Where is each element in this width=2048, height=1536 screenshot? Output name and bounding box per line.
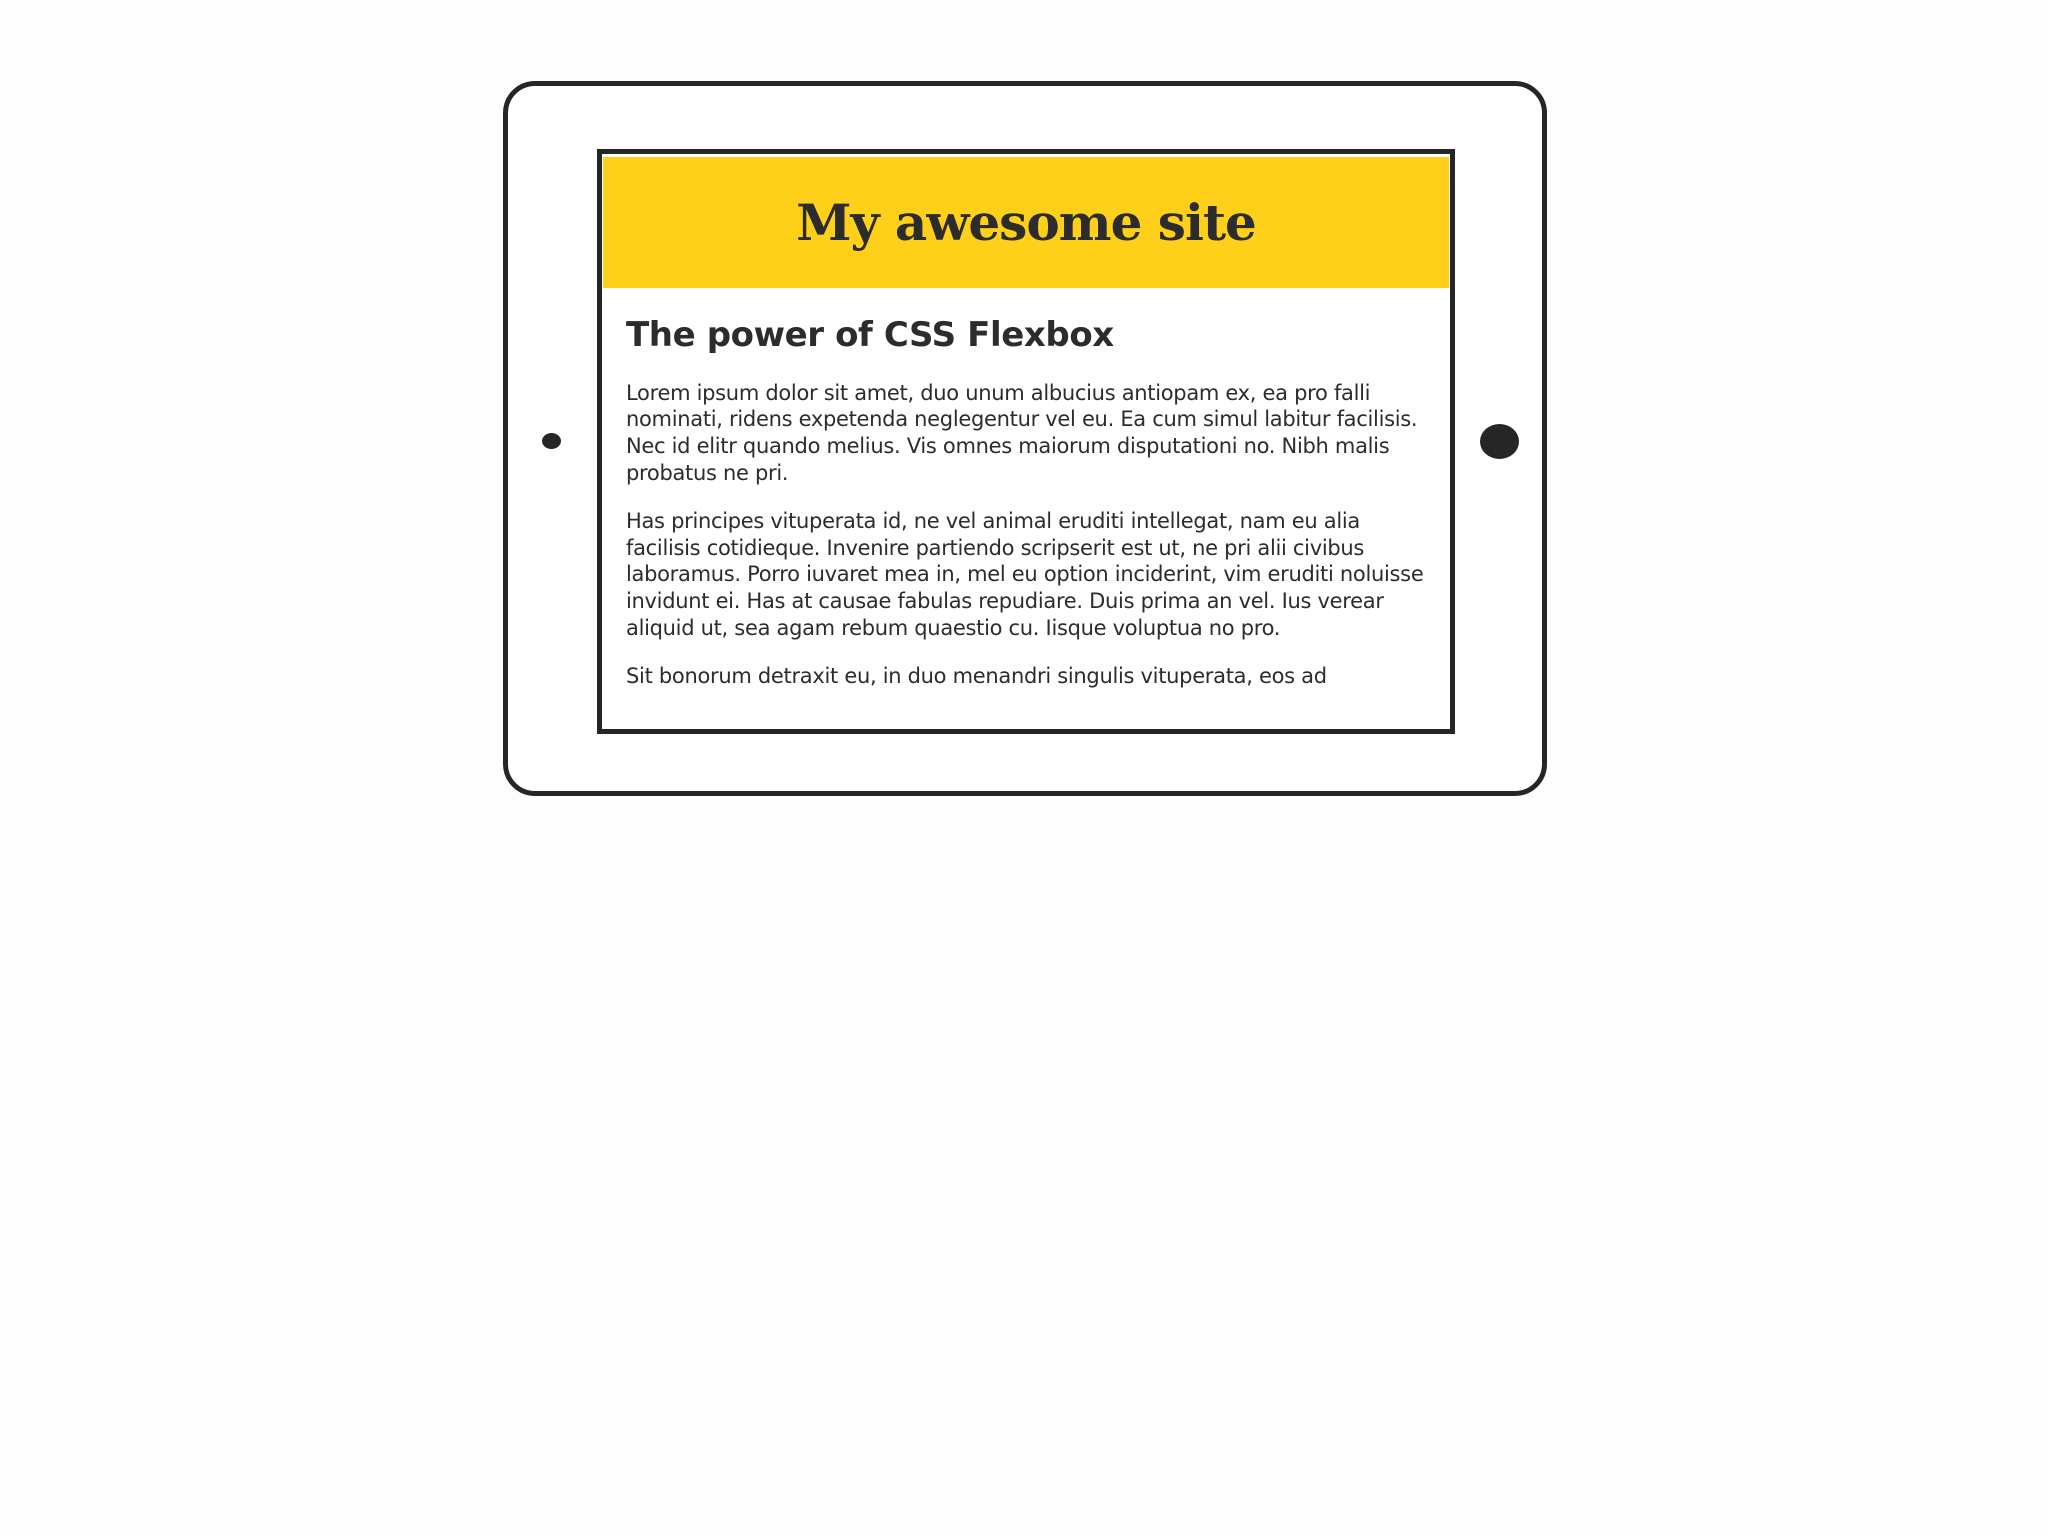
article-content <box>626 315 1426 712</box>
site-title: My awesome site <box>796 193 1256 252</box>
article-paragraph: Lorem ipsum dolor sit amet, duo unum albucius antiopam ex, ea pro falli nominati, ridens expetenda neglegentur vel eu. Ea cum simul labitur facilisis. Nec id elitr quando melius. Vis omnes maiorum disputationi no. Nibh malis probatus ne pri. <box>626 380 1418 485</box>
site-header <box>603 157 1449 288</box>
article-paragraph: Sit bonorum detraxit eu, in duo menandri singulis vituperata, eos ad <box>626 664 1327 689</box>
tablet-screen <box>597 149 1455 734</box>
article-heading: The power of CSS Flexbox <box>626 315 1114 355</box>
tablet-home-button <box>1480 424 1519 459</box>
tablet-camera <box>542 433 561 449</box>
article-paragraph: Has principes vituperata id, ne vel animal eruditi intellegat, nam eu alia facilisis cotidieque. Invenire partiendo scripserit est ut, ne pri alii civibus laboramus. Porro iuvaret mea in, mel eu option inciderint, vim eruditi noluisse invidunt ei. Has at causae fabulas repudiare. Duis prima an vel. Ius verear aliquid ut, sea agam rebum quaestio cu. Iisque voluptua no pro. <box>626 509 1424 640</box>
